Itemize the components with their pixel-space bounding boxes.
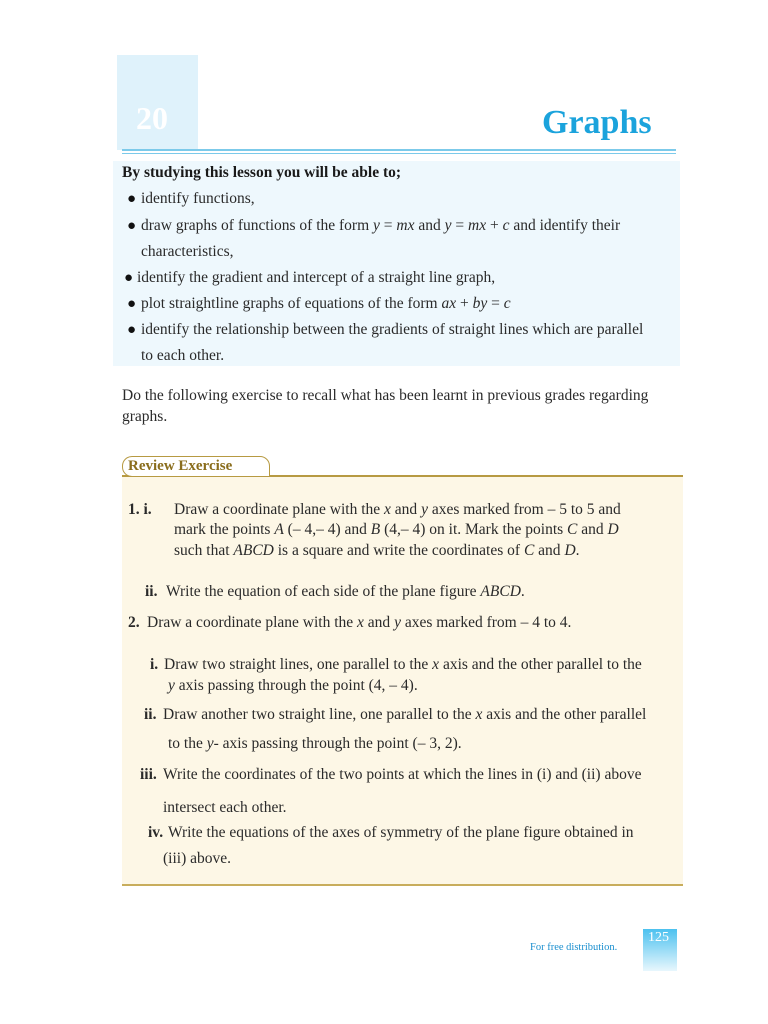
bullet-icon: ● <box>127 218 137 234</box>
objective-item: plot straightline graphs of equations of the form ax + by = c <box>141 295 511 312</box>
chapter-number: 20 <box>136 100 168 136</box>
q2-ii-line: to the y- axis passing through the point (– 3, 2). <box>168 735 462 752</box>
bullet-icon: ● <box>127 322 137 338</box>
q2-number: 2. <box>128 614 140 631</box>
review-exercise-label: Review Exercise <box>128 458 233 474</box>
q2-text: Draw a coordinate plane with the x and y axes marked from – 4 to 4. <box>147 614 572 631</box>
footer-text: For free distribution. <box>530 942 618 953</box>
q2-ii-line: Draw another two straight line, one parallel to the x axis and the other parallel <box>163 706 647 723</box>
header-rule-thin <box>122 153 676 154</box>
q2-i-label: i. <box>150 656 159 673</box>
q1-number: 1. i. <box>128 501 152 518</box>
objective-item-cont: characteristics, <box>141 243 234 260</box>
q2-iii-line: intersect each other. <box>163 799 287 816</box>
review-bottom-rule <box>122 884 683 886</box>
q1-i-line: mark the points A (– 4,– 4) and B (4,– 4) on it. Mark the points C and D <box>174 521 619 538</box>
intro-paragraph: Do the following exercise to recall what has been learnt in previous grades regarding graphs. <box>122 387 649 425</box>
q2-iv-line: Write the equations of the axes of symmetry of the plane figure obtained in <box>168 824 634 841</box>
bullet-icon: ● <box>124 270 134 286</box>
objectives-heading: By studying this lesson you will be able to; <box>122 164 402 181</box>
chapter-title: Graphs <box>542 104 652 141</box>
q2-iv-line: (iii) above. <box>163 850 232 867</box>
q2-iii-label: iii. <box>140 766 157 783</box>
q2-ii-label: ii. <box>144 706 157 723</box>
q1-i-line: Draw a coordinate plane with the x and y axes marked from – 5 to 5 and <box>174 501 621 518</box>
objective-item: draw graphs of functions of the form y = mx and y = mx + c and identify their <box>141 217 621 234</box>
q1-ii-label: ii. <box>145 583 158 600</box>
objective-item: identify functions, <box>141 190 255 207</box>
q1-i-line: such that ABCD is a square and write the coordinates of C and D. <box>174 542 580 559</box>
q1-ii-text: Write the equation of each side of the plane figure ABCD. <box>166 583 525 600</box>
q2-iv-label: iv. <box>148 824 164 841</box>
objective-item: identify the gradient and intercept of a straight line graph, <box>137 269 496 286</box>
page-number: 125 <box>648 930 669 945</box>
objective-item-cont: to each other. <box>141 347 225 364</box>
objective-item: identify the relationship between the gradients of straight lines which are parallel <box>141 321 644 338</box>
q2-i-line: y axis passing through the point (4, – 4). <box>168 677 418 694</box>
bullet-icon: ● <box>127 296 137 312</box>
header-rule <box>122 149 676 151</box>
q2-iii-line: Write the coordinates of the two points at which the lines in (i) and (ii) above <box>163 766 642 783</box>
bullet-icon: ● <box>127 191 137 207</box>
q2-i-line: Draw two straight lines, one parallel to the x axis and the other parallel to the <box>164 656 642 673</box>
